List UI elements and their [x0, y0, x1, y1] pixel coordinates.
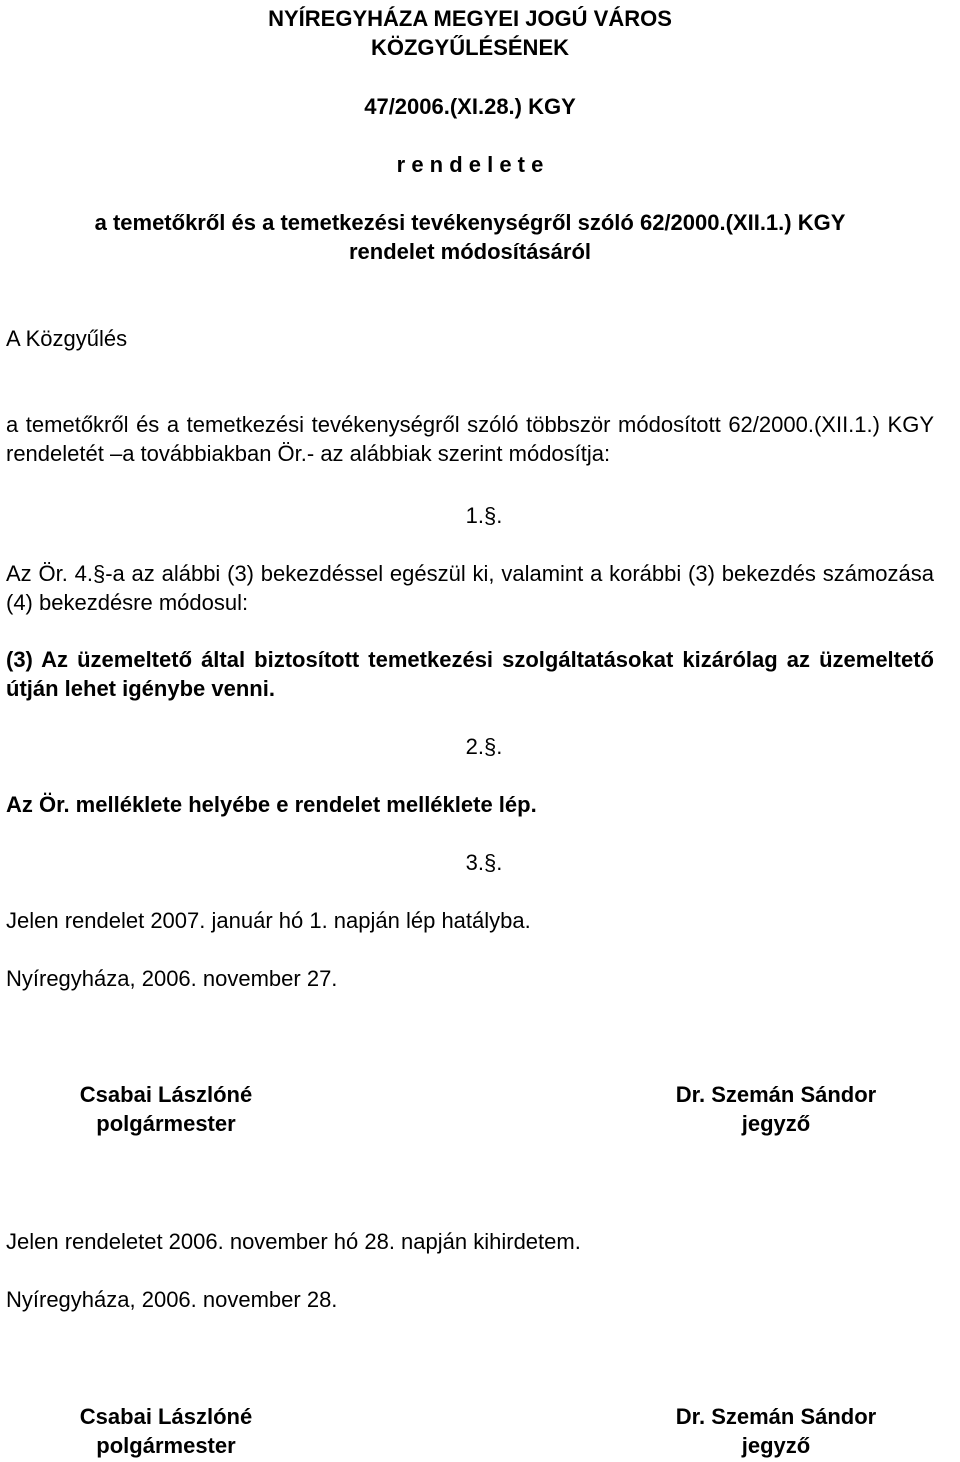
authority-line-1: NYÍREGYHÁZA MEGYEI JOGÚ VÁROS	[268, 6, 672, 31]
section-1-quote: (3) Az üzemeltető által biztosított temetkezési szolgáltatásokat kizárólag az üzemeltető útján lehet igénybe venni.	[6, 647, 934, 701]
authority-heading	[6, 4, 934, 62]
signer-name: Csabai Lászlóné	[79, 1082, 253, 1107]
section-3-number: 3.§.	[465, 850, 503, 875]
authority-line-2: KÖZGYŰLÉSÉNEK	[370, 35, 570, 60]
section-2-text: Az Ör. melléklete helyébe e rendelet melléklete lép.	[6, 792, 537, 817]
promulgation-text: Jelen rendeletet 2006. november hó 28. napján kihirdetem.	[6, 1229, 581, 1254]
section-1-text: Az Ör. 4.§-a az alábbi (3) bekezdéssel egészül ki, valamint a korábbi (3) bekezdés számozása (4) bekezdésre módosul:	[6, 561, 934, 615]
signer-name: Dr. Szemán Sándor	[675, 1082, 877, 1107]
decree-subject-line-2: rendelet módosításáról	[348, 239, 592, 264]
section-1-number: 1.§.	[465, 503, 503, 528]
signer-name: Dr. Szemán Sándor	[675, 1404, 877, 1429]
section-3-text: Jelen rendelet 2007. január hó 1. napján lép hatályba.	[6, 908, 531, 933]
signing-place-date: Nyíregyháza, 2006. november 27.	[6, 966, 338, 991]
promulgation-place-date: Nyíregyháza, 2006. november 28.	[6, 1287, 338, 1312]
decree-number: 47/2006.(XI.28.) KGY	[364, 94, 576, 119]
decree-subject-line-1: a temetőkről és a temetkezési tevékenységről szóló 62/2000.(XII.1.) KGY	[94, 210, 846, 235]
signer-title: jegyző	[741, 1433, 811, 1458]
signature-left	[6, 1402, 326, 1460]
section-2-number: 2.§.	[465, 734, 503, 759]
signer-name: Csabai Lászlóné	[79, 1404, 253, 1429]
signature-right	[616, 1402, 936, 1460]
signer-title: polgármester	[96, 1433, 236, 1458]
signer-title: jegyző	[741, 1111, 811, 1136]
decree-type: r e n d e l e t e	[396, 152, 544, 177]
decree-subject	[6, 208, 934, 266]
preamble-text: a temetőkről és a temetkezési tevékenységről szóló többször módosított 62/2000.(XII.1.) KGY rendeletét –a továbbiakban Ör.- az alábbiak szerint módosítja:	[6, 412, 934, 466]
signature-right	[616, 1080, 936, 1138]
signature-left	[6, 1080, 326, 1138]
signer-title: polgármester	[96, 1111, 236, 1136]
preamble-subject: A Közgyűlés	[6, 326, 128, 351]
